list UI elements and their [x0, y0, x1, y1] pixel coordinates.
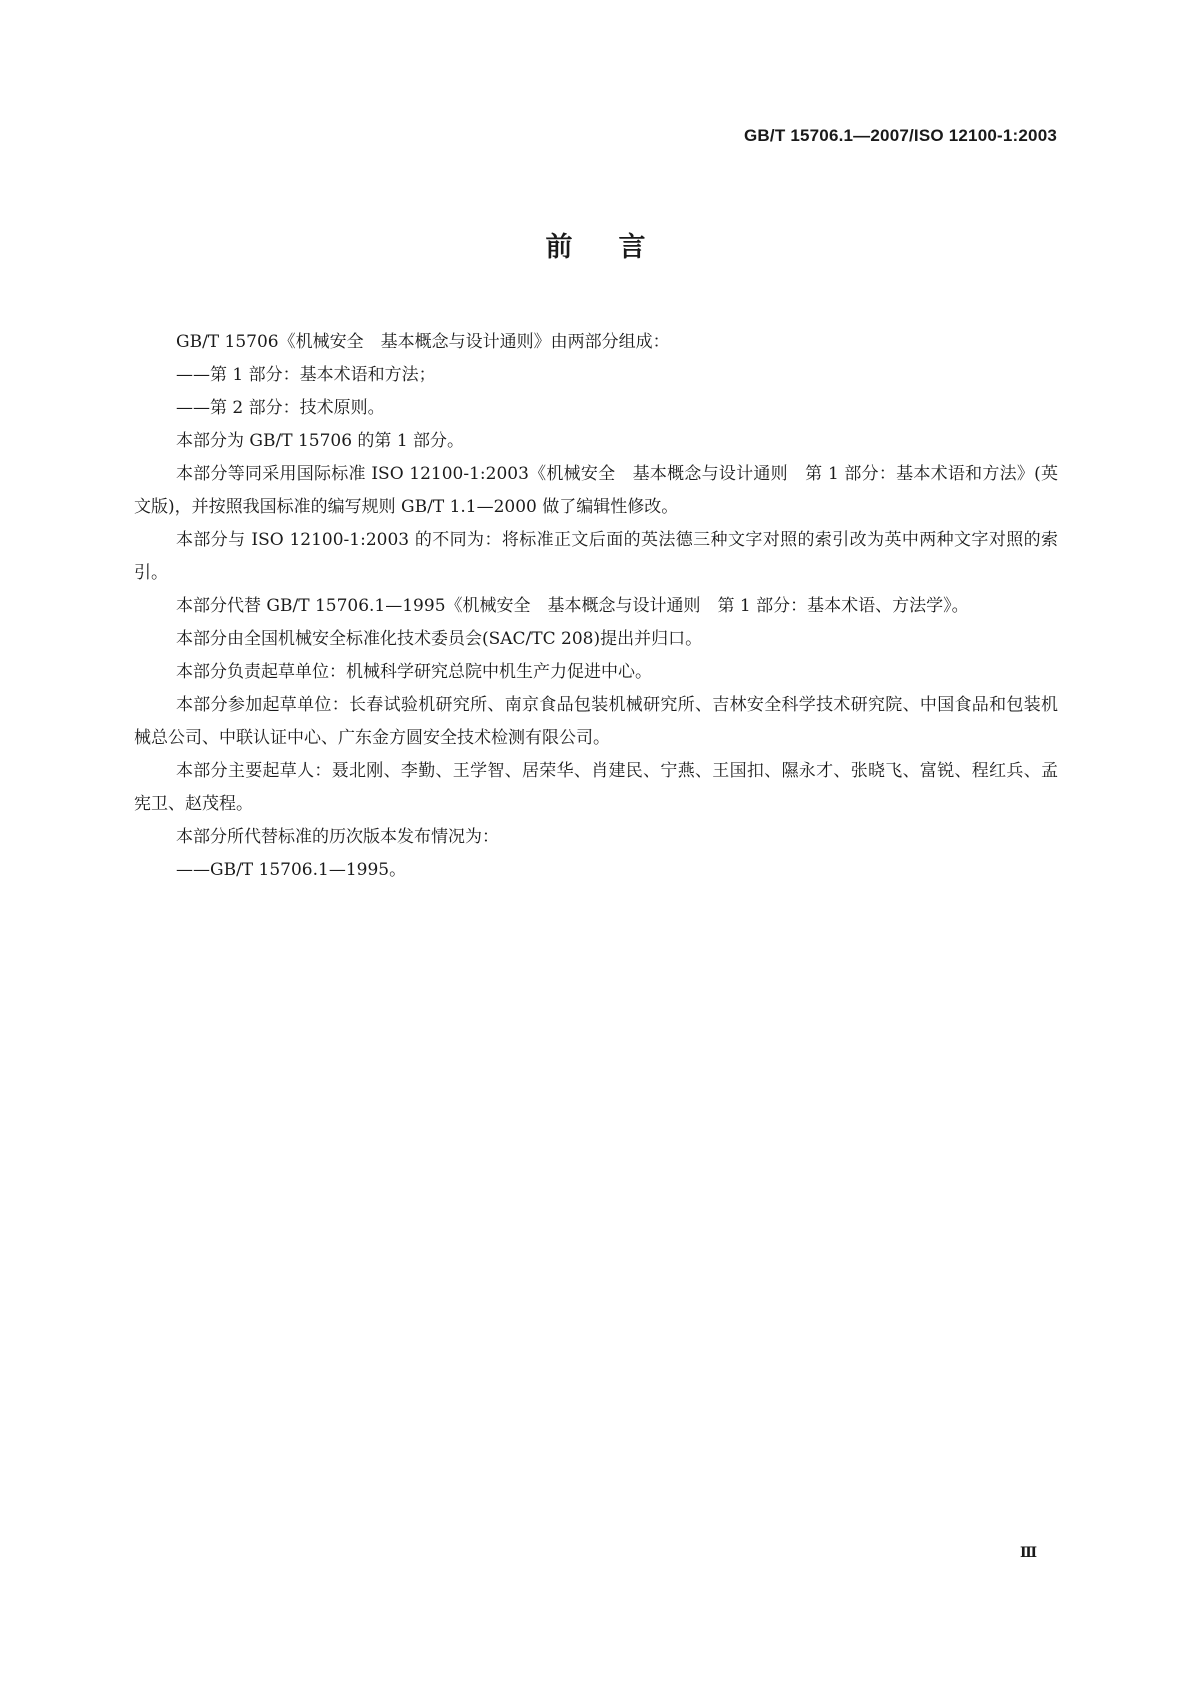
foreword-body	[134, 326, 1058, 887]
standard-number-header: GB/T 15706.1—2007/ISO 12100-1:2003	[744, 126, 1057, 145]
list-item-part-1: ——第 1 部分：基本术语和方法；	[176, 365, 436, 385]
paragraph-intro: GB/T 15706《机械安全 基本概念与设计通则》由两部分组成：	[176, 332, 670, 352]
paragraph-version-history: 本部分所代替标准的历次版本发布情况为：	[176, 827, 499, 847]
paragraph-differences: 本部分与 ISO 12100-1:2003 的不同为：将标准正文后面的英法德三种文字对照的索引改为英中两种文字对照的索引。	[134, 530, 1058, 583]
page-number: Ⅲ	[1019, 1545, 1037, 1561]
paragraph-participating-drafters: 本部分参加起草单位：长春试验机研究所、南京食品包装机械研究所、吉林安全科学技术研究院、中国食品和包装机械总公司、中联认证中心、广东金方圆安全技术检测有限公司。	[134, 695, 1058, 748]
page-title: 前言	[545, 232, 692, 263]
paragraph-proposer: 本部分由全国机械安全标准化技术委员会(SAC/TC 208)提出并归口。	[176, 629, 703, 649]
paragraph-adoption: 本部分等同采用国际标准 ISO 12100-1:2003《机械安全 基本概念与设计通则 第 1 部分：基本术语和方法》(英文版)，并按照我国标准的编写规则 GB/T 1.1—2000 做了编辑性修改。	[134, 464, 1058, 517]
paragraph-lead-drafter: 本部分负责起草单位：机械科学研究总院中机生产力促进中心。	[176, 662, 652, 682]
paragraph-replaces: 本部分代替 GB/T 15706.1—1995《机械安全 基本概念与设计通则 第 1 部分：基本术语、方法学》。	[176, 596, 969, 616]
list-item-previous-version: ——GB/T 15706.1—1995。	[176, 860, 407, 880]
paragraph-part-scope: 本部分为 GB/T 15706 的第 1 部分。	[176, 431, 465, 451]
paragraph-main-drafters: 本部分主要起草人：聂北刚、李勤、王学智、居荣华、肖建民、宁燕、王国扣、隰永才、张晓飞、富锐、程红兵、孟宪卫、赵茂程。	[134, 761, 1058, 814]
list-item-part-2: ——第 2 部分：技术原则。	[176, 398, 385, 418]
